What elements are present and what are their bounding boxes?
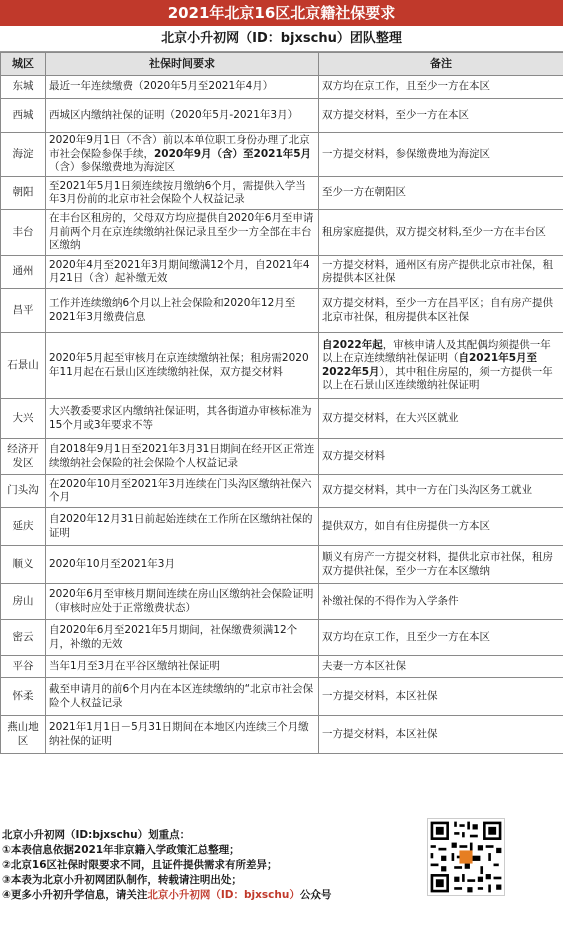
requirement-text: 2020年9月1日（不含）前以本单位职工身份办理了北京市社会保险参保手续， [49,134,310,160]
note-cell: 双方提交材料 [319,439,563,475]
requirement-cell [46,133,319,177]
table-row [1,210,563,256]
note-cell: 一方提交材料，本区社保 [319,716,563,754]
note-cell: 一方提交材料，本区社保 [319,678,563,716]
requirement-cell: 在2020年10月至2021年3月连续在门头沟区缴纳社保六个月 [46,475,319,508]
note-text: ，审核申请人及其配偶均须提供一年以上在京连续缴纳社保证明（ [322,338,551,364]
district-cell: 密云 [1,620,46,656]
note-cell: 双方提交材料，其中一方在门头沟区务工就业 [319,475,563,508]
qr-code-image [427,818,505,896]
page-title: 2021年北京16区北京籍社保要求 [0,0,563,26]
footer-item-text: 公众号 [299,889,332,901]
column-header-requirement: 社保时间要求 [46,53,319,76]
table-row [1,289,563,333]
table-row [1,133,563,177]
table-row [1,99,563,133]
district-cell: 房山 [1,584,46,620]
footer-item-text: ④更多小升初升学信息，请关注 [2,889,148,901]
requirement-cell: 2020年10月至2021年3月 [46,546,319,584]
district-cell: 西城 [1,99,46,133]
requirement-cell: 2020年4月至2021年3月期间缴满12个月，自2021年4月21日（含）起补缴无效 [46,256,319,289]
district-cell: 经济开发区 [1,439,46,475]
table-row [1,678,563,716]
requirement-cell: 工作并连续缴纳6个月以上社会保险和2020年12月至2021年3月缴费信息 [46,289,319,333]
note-cell: 一方提交材料，参保缴费地为海淀区 [319,133,563,177]
district-cell: 怀柔 [1,678,46,716]
table-header-row [1,53,563,76]
requirement-cell: 最近一年连续缴费（2020年5月至2021年4月） [46,76,319,99]
district-cell: 朝阳 [1,177,46,210]
table-row [1,439,563,475]
table-row [1,76,563,99]
district-cell: 门头沟 [1,475,46,508]
district-cell: 顺义 [1,546,46,584]
note-cell: 双方均在京工作，且至少一方在本区 [319,620,563,656]
requirement-cell: 自2020年12月31日前起始连续在工作所在区缴纳社保的证明 [46,508,319,546]
table-row [1,256,563,289]
note-cell: 双方提交材料，在大兴区就业 [319,399,563,439]
requirement-cell: 2021年1月1日－5月31日期间在本地区内连续三个月缴纳社保的证明 [46,716,319,754]
district-cell: 延庆 [1,508,46,546]
district-cell: 海淀 [1,133,46,177]
requirement-highlight: 2020年9月（含）至2021年5月 [154,147,312,160]
note-cell [319,333,563,399]
district-cell: 石景山 [1,333,46,399]
district-cell: 丰台 [1,210,46,256]
requirement-cell: 西城区内缴纳社保的证明（2020年5月-2021年3月） [46,99,319,133]
district-cell: 燕山地区 [1,716,46,754]
table-row [1,333,563,399]
requirement-cell: 2020年6月至审核月期间连续在房山区缴纳社会保险证明（审核时应处于正常缴费状态） [46,584,319,620]
district-cell: 平谷 [1,656,46,678]
note-cell: 双方提交材料，至少一方在昌平区；自有房产提供北京市社保，租房提供本区社保 [319,289,563,333]
table-row [1,177,563,210]
note-cell: 顺义有房产一方提交材料，提供北京市社保，租房双方提供社保，至少一方在本区缴纳 [319,546,563,584]
footer-item [2,888,422,903]
district-cell: 东城 [1,76,46,99]
note-highlight: 自2021年5月至2022年5月 [322,352,538,378]
table-row [1,656,563,678]
social-security-table [0,52,563,754]
footer-notes [2,828,422,903]
requirement-cell: 在丰台区租房的，父母双方均应提供自2020年6月至申请月前两个月在京连续缴纳社保记录且至少一方全部在丰台区缴纳 [46,210,319,256]
requirement-cell: 当年1月至3月在平谷区缴纳社保证明 [46,656,319,678]
note-highlight: 自2022年起 [322,338,383,351]
requirement-cell: 自2018年9月1日至2021年3月31日期间在经开区正常连续缴纳社会保险的社会保险个人权益记录 [46,439,319,475]
page-subtitle: 北京小升初网（ID：bjxschu）团队整理 [0,26,563,52]
table-row [1,716,563,754]
note-cell: 补缴社保的不得作为入学条件 [319,584,563,620]
note-cell: 租房家庭提供，双方提交材料,至少一方在丰台区 [319,210,563,256]
table-row [1,508,563,546]
requirement-cell: 2020年5月起至审核月在京连续缴纳社保；租房需2020年11月起在石景山区连续缴纳社保，双方提交材料 [46,333,319,399]
district-cell: 昌平 [1,289,46,333]
table-row [1,546,563,584]
district-cell: 通州 [1,256,46,289]
note-cell: 提供双方，如自有住房提供一方本区 [319,508,563,546]
district-cell: 大兴 [1,399,46,439]
note-cell: 双方均在京工作，且至少一方在本区 [319,76,563,99]
requirement-text: （含）参保缴费地为海淀区 [49,161,175,174]
footer-account-name: 北京小升初网（ID：bjxschu） [147,889,300,901]
column-header-note: 备注 [319,53,563,76]
table-row [1,475,563,508]
requirement-cell: 截至申请月的前6个月内在本区连续缴纳的“北京市社会保险个人权益记录 [46,678,319,716]
note-cell: 双方提交材料，至少一方在本区 [319,99,563,133]
note-cell: 至少一方在朝阳区 [319,177,563,210]
note-text: ），其中租住房屋的，须一方提供一年以上在石景山区连续缴纳社保证明 [322,365,553,391]
note-cell: 一方提交材料，通州区有房产提供北京市社保，租房提供本区社保 [319,256,563,289]
table-row [1,399,563,439]
footer-item: ③本表为北京小升初网团队制作，转载请注明出处； [2,874,242,886]
footer-heading: 北京小升初网（ID:bjxschu）划重点： [2,829,191,841]
footer-item: ①本表信息依据2021年非京籍入学政策汇总整理； [2,844,240,856]
requirement-cell: 至2021年5月1日须连续按月缴纳6个月，需提供入学当年3月份前的北京市社会保险个人权益记录 [46,177,319,210]
table-row [1,620,563,656]
footer-item: ②北京16区社保时限要求不同，且证件提供需求有所差异； [2,859,278,871]
column-header-district: 城区 [1,53,46,76]
requirement-cell: 大兴教委要求区内缴纳社保证明，其各街道办审核标准为15个月或3年要求不等 [46,399,319,439]
requirement-cell: 自2020年6月至2021年5月期间，社保缴费须满12个月，补缴的无效 [46,620,319,656]
note-cell: 夫妻一方本区社保 [319,656,563,678]
table-row [1,584,563,620]
